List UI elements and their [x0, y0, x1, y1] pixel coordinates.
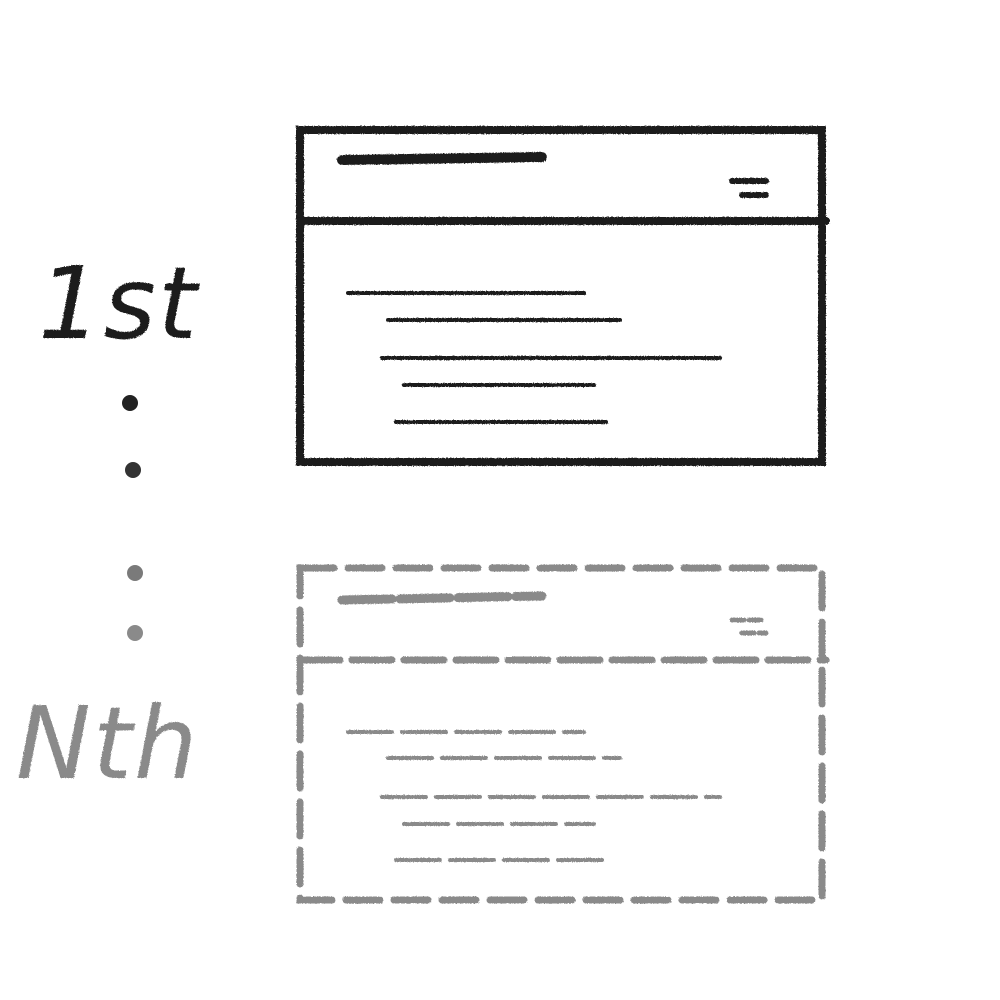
last-window — [300, 568, 826, 900]
connector-dot — [127, 565, 143, 581]
last-window-content — [348, 732, 720, 860]
connector-dot — [127, 625, 143, 641]
hamburger-icon — [732, 181, 766, 195]
first-window-content — [348, 293, 720, 422]
connector-dot — [122, 395, 138, 411]
connector-dot — [125, 462, 141, 478]
dotted-connector — [122, 395, 143, 641]
first-window — [300, 130, 826, 462]
last-label: Nth — [16, 685, 200, 802]
first-label: 1st — [38, 245, 199, 362]
hamburger-icon — [732, 620, 766, 633]
first-window-title — [342, 157, 542, 160]
last-window-title — [342, 596, 542, 600]
